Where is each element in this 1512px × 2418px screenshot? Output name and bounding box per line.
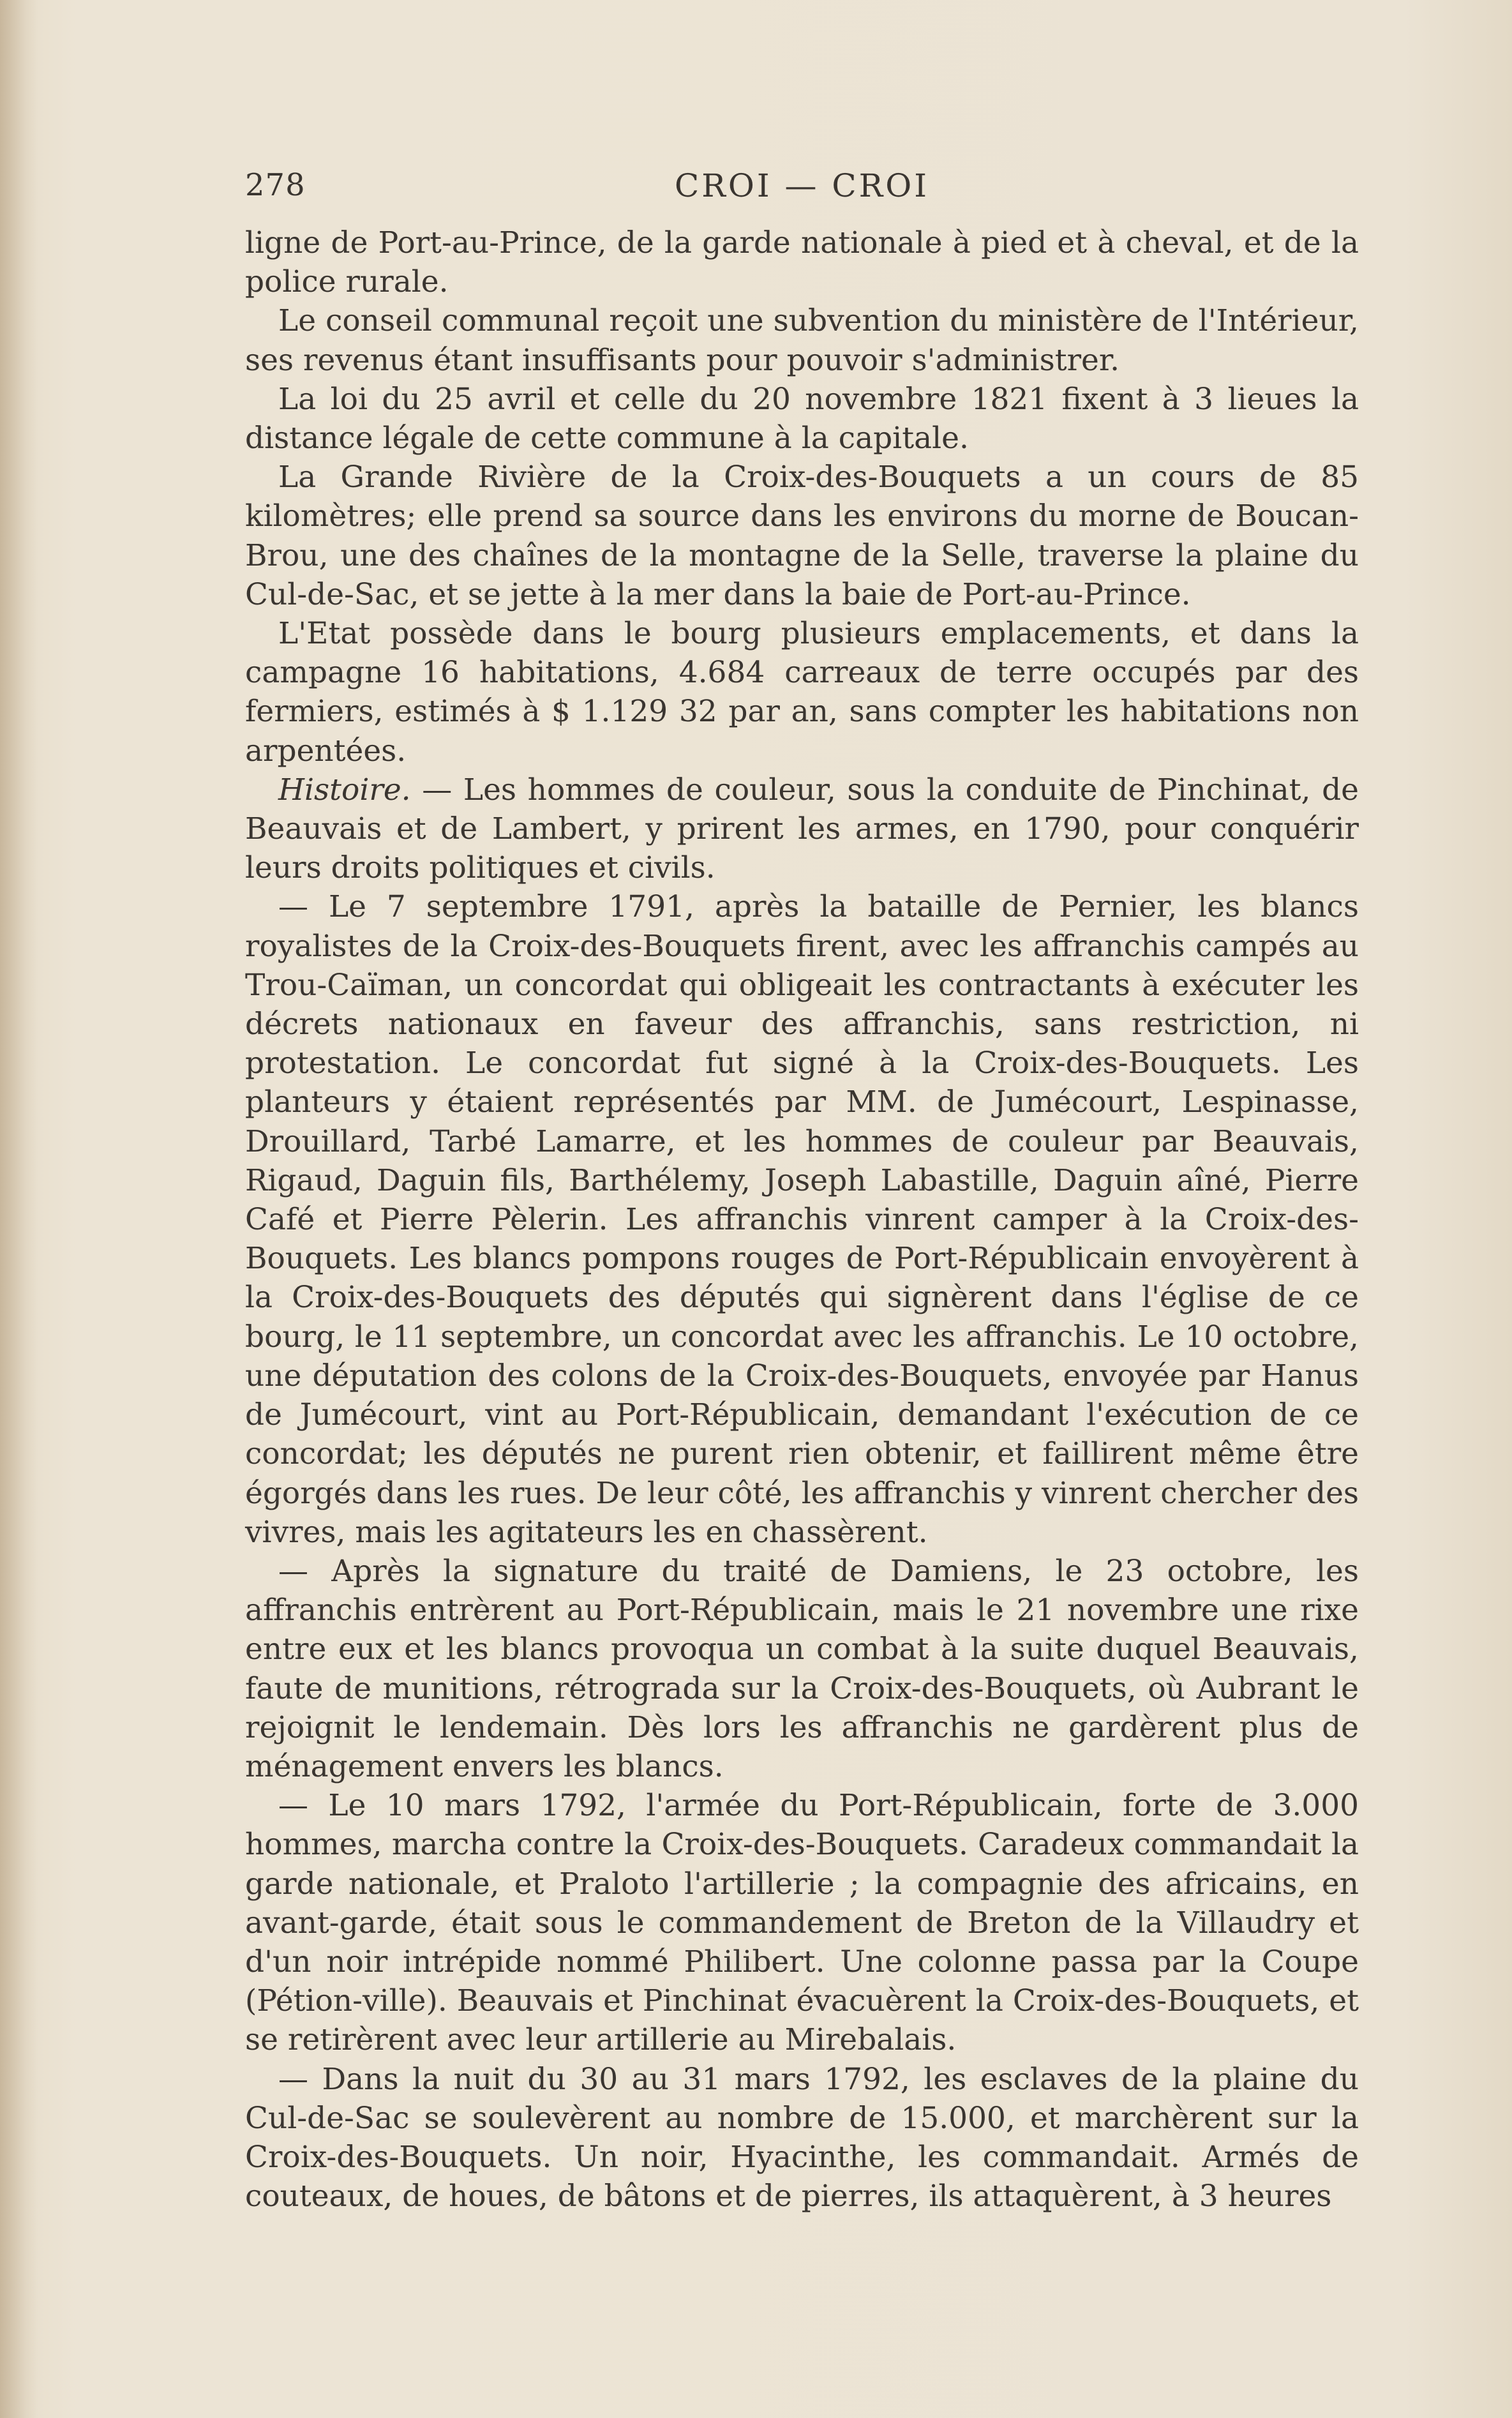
paragraph: ligne de Port-au-Prince, de la garde nationale à pied et à cheval, et de la police rurale. bbox=[245, 225, 1359, 300]
paragraph: La loi du 25 avril et celle du 20 novembre 1821 fixent à 3 lieues la distance légale de cette commune à la capitale. bbox=[245, 381, 1359, 456]
page-number: 278 bbox=[245, 167, 306, 203]
section-lead-histoire: Histoire. bbox=[278, 772, 411, 807]
paragraph: L'Etat possède dans le bourg plusieurs emplacements, et dans la campagne 16 habitations, 4.684 carreaux de terre occupés par des fermiers, estimés à $ 1.129 32 par an, sans compter les habitations non arpentées. bbox=[245, 616, 1359, 769]
paragraph: — Le 7 septembre 1791, après la bataille de Pernier, les blancs royalistes de la Croix-des-Bouquets firent, avec les affranchis campés au Trou-Caïman, un concordat qui obligeait les contractants à exécuter les décrets nationaux en faveur des affranchis, sans restriction, ni protestation. Le concordat fut signé à la Croix-des-Bouquets. Les planteurs y étaient représentés par MM. de Jumécourt, Lespinasse, Drouillard, Tarbé Lamarre, et les hommes de couleur par Beauvais, Rigaud, Daguin fils, Barthélemy, Joseph Labastille, Daguin aîné, Pierre Café et Pierre Pèlerin. Les affranchis vinrent camper à la Croix-des-Bouquets. Les blancs pompons rouges de Port-Républicain envoyèrent à la Croix-des-Bouquets des députés qui signèrent dans l'église de ce bourg, le 11 septembre, un concordat avec les affranchis. Le 10 octobre, une députation des colons de la Croix-des-Bouquets, envoyée par Hanus de Jumécourt, vint au Port-Républicain, demandant l'exécution de ce concordat; les députés ne purent rien obtenir, et faillirent même être égorgés dans les rues. De leur côté, les affranchis y vinrent chercher des vivres, mais les agitateurs les en chassèrent. bbox=[245, 889, 1359, 1550]
page-header bbox=[245, 167, 1359, 212]
paragraph: — Dans la nuit du 30 au 31 mars 1792, les esclaves de la plaine du Cul-de-Sac se soulevèrent au nombre de 15.000, et marchèrent sur la Croix-des-Bouquets. Un noir, Hyacinthe, les commandait. Armés de couteaux, de houes, de bâtons et de pierres, ils attaquèrent, à 3 heures bbox=[245, 2061, 1359, 2214]
paragraph-text: — Les hommes de couleur, sous la conduite de Pinchinat, de Beauvais et de Lambert, y prirent les armes, en 1790, pour conquérir leurs droits politiques et civils. bbox=[245, 772, 1359, 886]
page-edge-stain bbox=[0, 0, 38, 2418]
paragraph: — Le 10 mars 1792, l'armée du Port-Républicain, forte de 3.000 hommes, marcha contre la Croix-des-Bouquets. Caradeux commandait la garde nationale, et Praloto l'artillerie ; la compagnie des africains, en avant-garde, était sous le commandement de Breton de la Villaudry et d'un noir intrépide nommé Philibert. Une colonne passa par la Coupe (Pétion-ville). Beauvais et Pinchinat évacuèrent la Croix-des-Bouquets, et se retirèrent avec leur artillerie au Mirebalais. bbox=[245, 1788, 1359, 2058]
paragraph-histoire bbox=[245, 770, 1359, 888]
running-head: CROI — CROI bbox=[674, 167, 930, 204]
paragraph: — Après la signature du traité de Damiens, le 23 octobre, les affranchis entrèrent au Port-Républicain, mais le 21 novembre une rixe entre eux et les blancs provoqua un combat à la suite duquel Beauvais, faute de munitions, rétrograda sur la Croix-des-Bouquets, où Aubrant le rejoignit le lendemain. Dès lors les affranchis ne gardèrent plus de ménagement envers les blancs. bbox=[245, 1553, 1359, 1784]
paragraph: La Grande Rivière de la Croix-des-Bouquets a un cours de 85 kilomètres; elle prend sa source dans les environs du morne de Boucan-Brou, une des chaînes de la montagne de la Selle, traverse la plaine du Cul-de-Sac, et se jette à la mer dans la baie de Port-au-Prince. bbox=[245, 460, 1359, 612]
paragraph: Le conseil communal reçoit une subvention du ministère de l'Intérieur, ses revenus étant insuffisants pour pouvoir s'administrer. bbox=[245, 303, 1359, 378]
body-text bbox=[245, 223, 1359, 2216]
